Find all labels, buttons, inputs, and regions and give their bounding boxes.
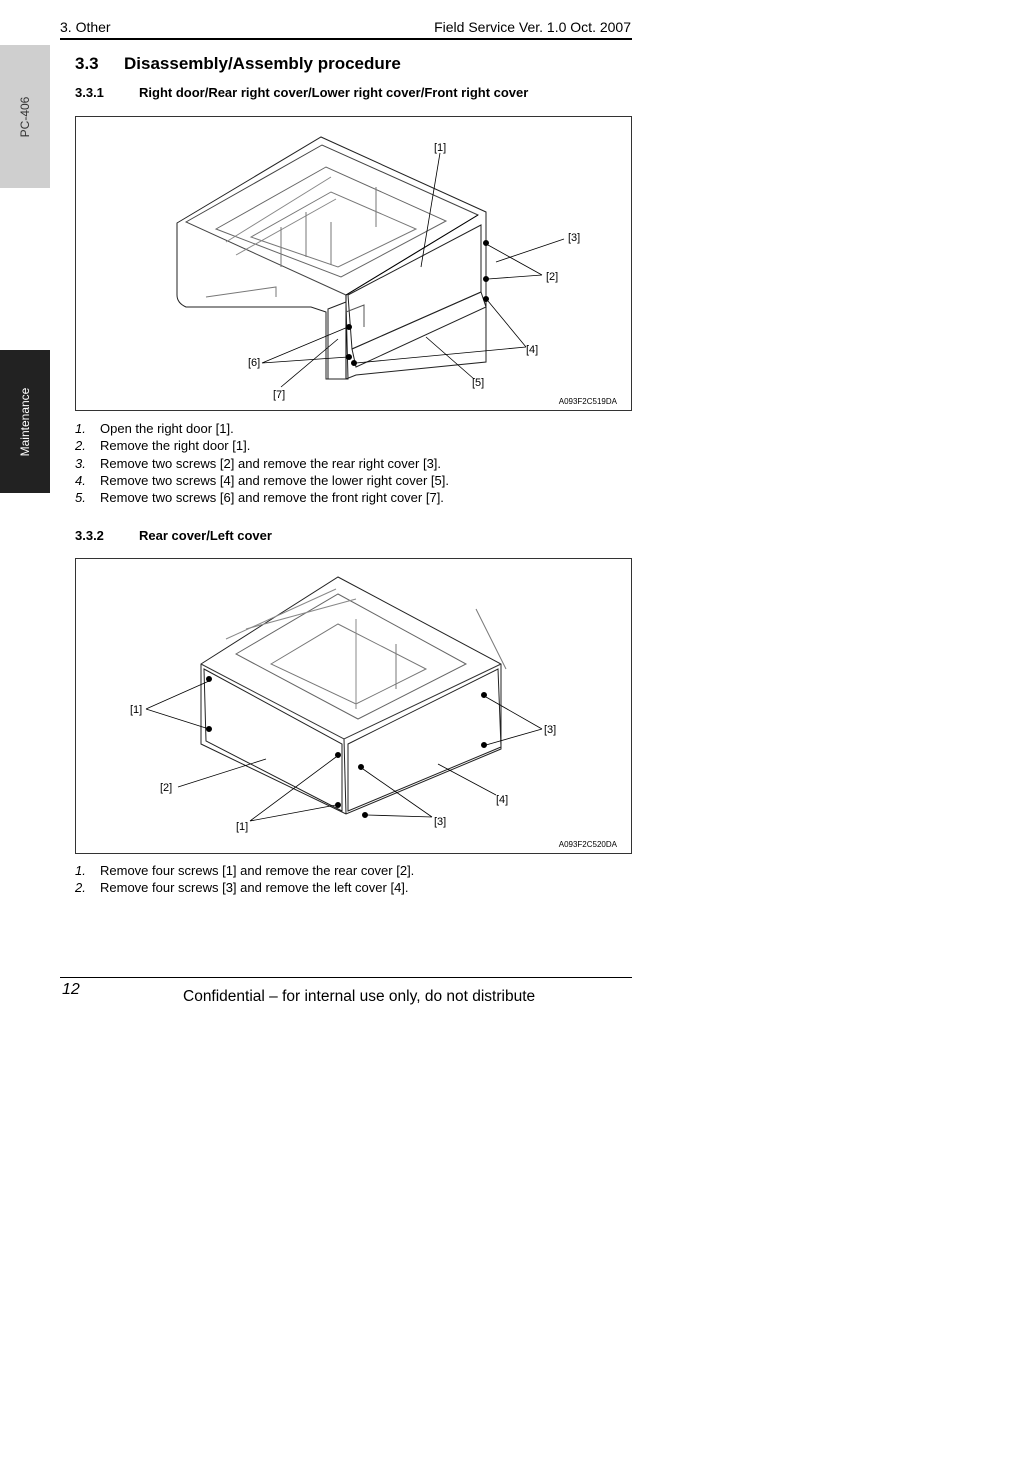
subsection-number-1: 3.3.1 (75, 85, 104, 100)
figure-id-1: A093F2C519DA (558, 397, 617, 406)
subsection-heading-2 (75, 528, 272, 543)
step-number: 1. (75, 421, 86, 436)
step-number: 5. (75, 490, 86, 506)
figure-right-covers (75, 116, 632, 411)
step-item (75, 489, 449, 506)
step-text: Remove four screws [3] and remove the left cover [4]. (100, 880, 409, 896)
callout-3: [3] (434, 816, 447, 828)
subsection-title-2: Rear cover/Left cover (139, 528, 272, 543)
confidential-notice: Confidential – for internal use only, do not distribute (183, 988, 536, 1005)
subsection-heading-1 (75, 85, 528, 100)
step-item (75, 420, 449, 437)
page-number: 12 (62, 981, 80, 998)
steps-list-1 (75, 420, 449, 506)
callout-2: [2] (546, 271, 559, 283)
section-number: 3.3 (75, 54, 99, 73)
callout-4: [4] (526, 344, 539, 356)
callout-5: [5] (472, 377, 485, 389)
callout-6: [6] (248, 357, 261, 369)
side-tab-section-label: Maintenance (18, 387, 32, 456)
step-text: Remove the right door [1]. (100, 438, 251, 454)
header-rule (60, 38, 632, 40)
running-header-chapter: 3. Other (60, 19, 111, 35)
figure-right-covers-drawing (76, 117, 631, 410)
step-number: 1. (75, 863, 86, 878)
step-number: 4. (75, 472, 86, 488)
step-item (75, 862, 414, 879)
step-number: 3. (75, 455, 86, 471)
step-text: Remove four screws [1] and remove the rear cover [2]. (100, 863, 415, 878)
callout-1: [1] (130, 704, 143, 716)
step-text: Open the right door [1]. (100, 421, 234, 436)
callout-3: [3] (568, 232, 581, 244)
section-title: Disassembly/Assembly procedure (124, 54, 401, 73)
step-item (75, 472, 449, 489)
running-header-version: Field Service Ver. 1.0 Oct. 2007 (434, 19, 631, 35)
step-item (75, 437, 449, 454)
step-item (75, 455, 449, 472)
figure-id-2: A093F2C520DA (558, 840, 617, 849)
step-number: 2. (75, 880, 86, 896)
footer-rule (60, 977, 632, 978)
callout-1: [1] (434, 142, 447, 154)
callout-1: [1] (236, 821, 249, 833)
step-text: Remove two screws [6] and remove the front right cover [7]. (100, 490, 444, 506)
step-text: Remove two screws [4] and remove the lower right cover [5]. (100, 472, 449, 488)
callout-3: [3] (544, 724, 557, 736)
step-number: 2. (75, 438, 86, 454)
step-text: Remove two screws [2] and remove the rear right cover [3]. (100, 455, 442, 471)
callout-7: [7] (273, 389, 286, 401)
callout-4: [4] (496, 794, 509, 806)
subsection-title-1: Right door/Rear right cover/Lower right cover/Front right cover (139, 85, 529, 100)
subsection-number-2: 3.3.2 (75, 528, 104, 543)
side-tab-section (0, 350, 50, 493)
step-item (75, 879, 414, 896)
steps-list-2 (75, 862, 414, 897)
section-heading (75, 54, 401, 74)
callout-2: [2] (160, 782, 173, 794)
figure-rear-left-covers-drawing (76, 559, 631, 853)
side-tab-model (0, 45, 50, 188)
side-tab-model-label: PC-406 (18, 96, 32, 137)
figure-rear-left-covers (75, 558, 632, 854)
